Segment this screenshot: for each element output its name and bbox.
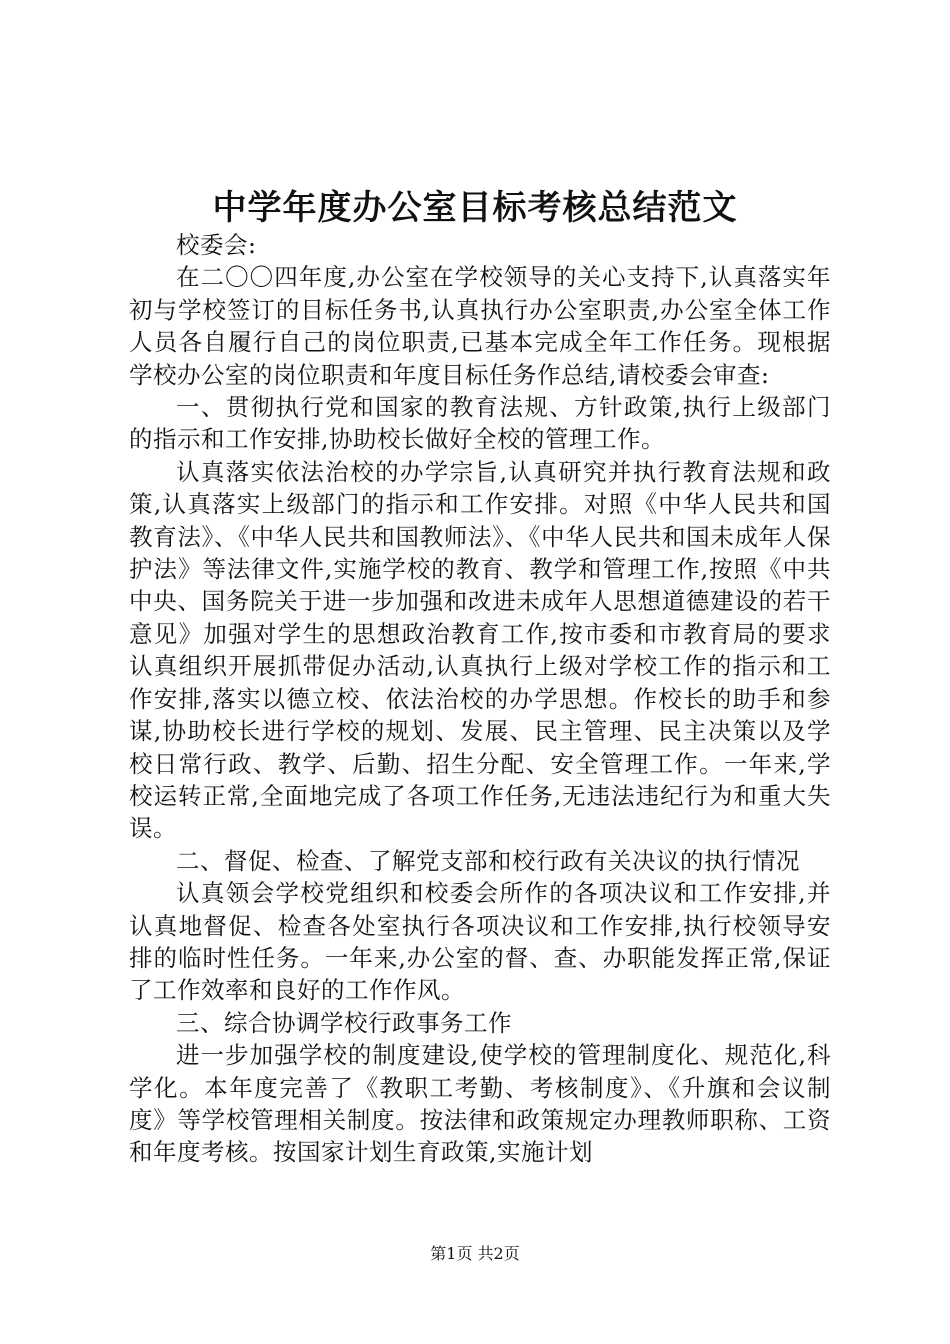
paragraph-section-1: 认真落实依法治校的办学宗旨,认真研究并执行教育法规和政策,认真落实上级部门的指示和工作安排。对照《中华人民共和国教育法》、《中华人民共和国教师法》、《中华人民共和国未成年人保护法》等法律文件,实施学校的教育、教学和管理工作,按照《中共中央、国务院关于进一步加强和改进未成年人思想道德建设的若干意见》加强对学生的思想政治教育工作,按市委和市教育局的要求认真组织开展抓带促办活动,认真执行上级对学校工作的指示和工作安排,落实以德立校、依法治校的办学思想。作校长的助手和参谋,协助校长进行学校的规划、发展、民主管理、民主决策以及学校日常行政、教学、后勤、招生分配、安全管理工作。一年来,学校运转正常,全面地完成了各项工作任务,无违法违纪行为和重大失误。 — [129, 457, 831, 843]
paragraph-intro: 在二〇〇四年度,办公室在学校领导的关心支持下,认真落实年初与学校签订的目标任务书,认真执行办公室职责,办公室全体工作人员各自履行自己的岗位职责,已基本完成全年工作任务。现根据学校办公室的岗位职责和年度目标任务作总结,请校委会审查: — [129, 263, 831, 389]
section-heading-3: 三、综合协调学校行政事务工作 — [176, 1008, 512, 1037]
section-heading-2: 二、督促、检查、了解党支部和校行政有关决议的执行情况 — [176, 846, 800, 875]
page-footer: 第1页 共2页 — [430, 1244, 520, 1263]
section-heading-1: 一、贯彻执行党和国家的教育法规、方针政策,执行上级部门的指示和工作安排,协助校长做好全校的管理工作。 — [129, 393, 831, 454]
paragraph-section-2: 认真领会学校党组织和校委会所作的各项决议和工作安排,并认真地督促、检查各处室执行各项决议和工作安排,执行校领导安排的临时性任务。一年来,办公室的督、查、办职能发挥正常,保证了工作效率和良好的工作作风。 — [129, 879, 831, 1005]
paragraph-section-3: 进一步加强学校的制度建设,使学校的管理制度化、规范化,科学化。本年度完善了《教职工考勤、考核制度》、《升旗和会议制度》等学校管理相关制度。按法律和政策规定办理教师职称、工资和年度考核。按国家计划生育政策,实施计划 — [129, 1041, 831, 1167]
document-title: 中学年度办公室目标考核总结范文 — [212, 188, 738, 228]
salutation: 校委会: — [176, 231, 257, 259]
document-body — [129, 229, 831, 1169]
